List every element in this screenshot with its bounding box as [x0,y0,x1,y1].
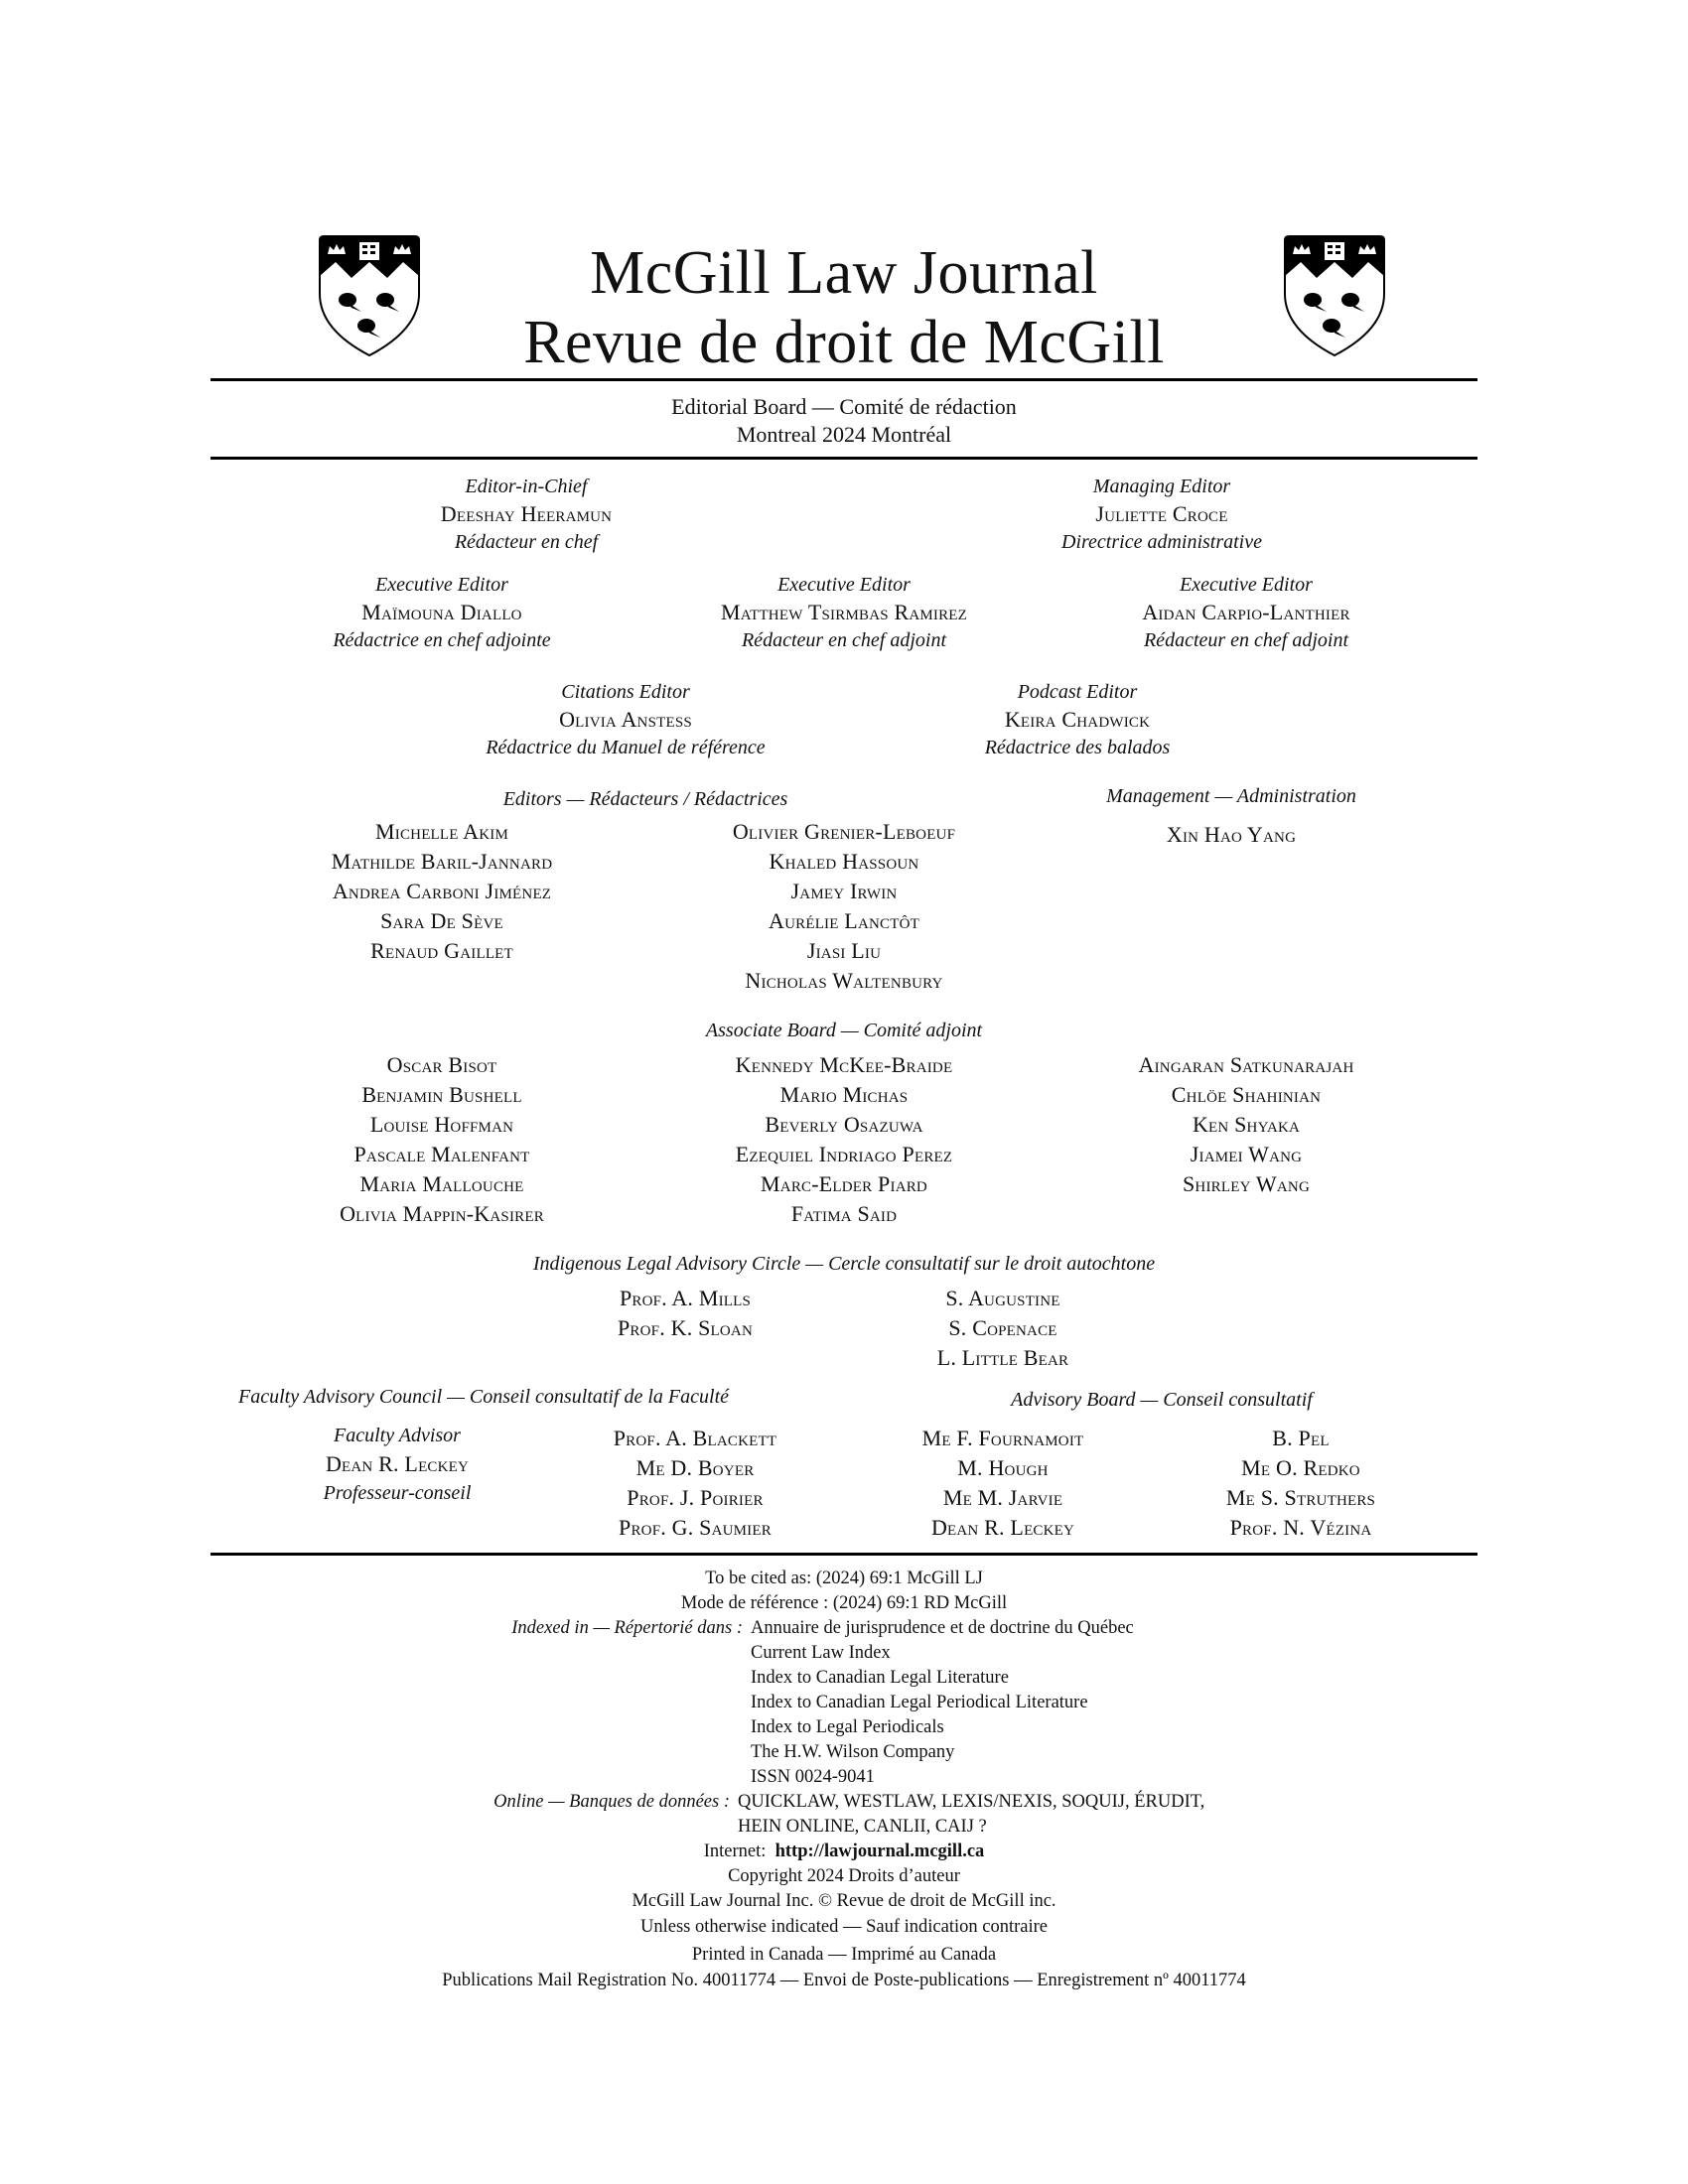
board-subtitle: Editorial Board — Comité de rédaction [671,394,1017,419]
circle-member-name: Prof. A. Mills [619,1286,752,1310]
role-label: Executive Editor [1180,574,1313,596]
role-label-fr: Rédacteur en chef [454,531,599,553]
index-entry: Index to Canadian Legal Periodical Literature [751,1693,1088,1712]
associate-column-1 [268,1050,616,1229]
associate-name: Benjamin Bushell [361,1082,522,1107]
editor-name: Jiasi Liu [806,938,882,963]
role-label: Executive Editor [375,574,508,596]
associate-name: Kennedy McKee-Braide [735,1052,953,1077]
advisory-member-name: Dean R. Leckey [930,1515,1075,1540]
role-label: Podcast Editor [1017,681,1138,703]
indigenous-column-1 [556,1284,814,1343]
printed-in-line: Printed in Canada — Imprimé au Canada [691,1945,997,1965]
associate-name: Mario Michas [779,1082,909,1107]
circle-member-name: Prof. K. Sloan [618,1315,753,1340]
role-label: Managing Editor [1092,476,1231,497]
indigenous-circle-heading: Indigenous Legal Advisory Circle — Cercle consultatif sur le droit autochtone [532,1253,1156,1275]
editors-column-2 [670,817,1018,996]
managing-editor-block [963,473,1360,556]
database-entry: QUICKLAW, WESTLAW, LEXIS/NEXIS, SOQUIJ, ÉRUDIT, [738,1792,1205,1812]
journal-title-en: McGill Law Journal [590,239,1098,307]
internet-label: Internet: [703,1842,767,1861]
faculty-council-members [566,1424,824,1543]
subtitle-divider [211,457,1477,460]
management-name: Xin Hao Yang [1166,822,1297,847]
associate-name: Chlöe Shahinian [1171,1082,1322,1107]
circle-member-name: S. Copenace [948,1315,1057,1340]
editor-in-chief-block [328,473,725,556]
advisory-member-name: Me S. Struthers [1225,1485,1376,1510]
index-entry: Current Law Index [751,1643,891,1663]
faculty-council-heading: Faculty Advisory Council — Conseil consultatif de la Faculté [238,1386,730,1408]
location-year: Montreal 2024 Montréal [736,422,952,447]
index-entry: Annuaire de jurisprudence et de doctrine du Québec [751,1618,1134,1638]
council-member-name: Prof. A. Blackett [613,1426,777,1450]
faculty-advisor-block [268,1422,526,1507]
indexed-in-list [751,1616,1134,1790]
indigenous-column-2 [874,1284,1132,1373]
online-label: Online — Banques de données : [493,1792,730,1812]
role-label-fr: Rédactrice du Manuel de référence [486,737,766,758]
role-label-fr: Rédactrice en chef adjointe [333,629,551,651]
editors-heading: Editors — Rédacteurs / Rédactrices [502,788,788,810]
person-name: Deeshay Heeramun [440,501,613,526]
citation-en: To be cited as: (2024) 69:1 McGill LJ [705,1569,983,1588]
editor-name: Khaled Hassoun [769,849,919,874]
editor-name: Aurélie Lanctôt [769,908,919,933]
associate-name: Oscar Bisot [386,1052,497,1077]
podcast-editor-block [879,678,1276,761]
editor-name: Nicholas Waltenbury [745,968,943,993]
registration-line: Publications Mail Registration No. 40011774 — Envoi de Poste-publications — Enregistrement nº 40011774 [442,1971,1246,1990]
person-name: Maïmouna Diallo [361,600,522,624]
associate-name: Ezequiel Indriago Perez [735,1142,953,1166]
advisory-board-heading: Advisory Board — Conseil consultatif [1011,1389,1313,1411]
copyright-line: Copyright 2024 Droits d’auteur [728,1866,960,1886]
index-entry: Index to Legal Periodicals [751,1717,944,1737]
owner-line: McGill Law Journal Inc. © Revue de droit de McGill inc. [632,1891,1056,1911]
indexed-in-label: Indexed in — Répertorié dans : [511,1618,743,1638]
associate-name: Aingaran Satkunarajah [1138,1052,1354,1077]
editor-name: Mathilde Baril-Jannard [331,849,553,874]
editor-name: Michelle Akim [375,819,508,844]
executive-editor-block [243,571,640,654]
editor-name: Andrea Carboni Jiménez [332,879,552,903]
editor-name: Jamey Irwin [790,879,898,903]
internet-line [211,1840,1477,1864]
citations-editor-block [417,678,834,761]
council-member-name: Prof. G. Saumier [619,1515,772,1540]
executive-editor-block [1048,571,1445,654]
editors-column-1 [268,817,616,966]
role-label-fr: Rédacteur en chef adjoint [741,629,947,651]
editor-name: Sara De Sève [380,908,503,933]
index-entry: The H.W. Wilson Company [751,1742,955,1762]
index-entry: Index to Canadian Legal Literature [751,1668,1009,1688]
management-heading: Management — Administration [1106,785,1356,807]
advisory-member-name: Prof. N. Vézina [1229,1515,1372,1540]
advisory-member-name: B. Pel [1272,1426,1330,1450]
council-member-name: Prof. J. Poirier [627,1485,764,1510]
website-link[interactable]: http://lawjournal.mcgill.ca [774,1842,985,1861]
role-label-fr: Rédacteur en chef adjoint [1143,629,1349,651]
associate-name: Jiamei Wang [1190,1142,1303,1166]
associate-name: Louise Hoffman [369,1112,514,1137]
associate-name: Ken Shyaka [1192,1112,1301,1137]
advisory-member-name: Me F. Fournamoit [921,1426,1084,1450]
person-name: Olivia Anstess [559,707,692,732]
associate-name: Maria Mallouche [359,1171,524,1196]
advisory-member-name: Me O. Redko [1241,1455,1360,1480]
associate-name: Shirley Wang [1183,1171,1310,1196]
advisory-board-column-2 [1162,1424,1440,1543]
circle-member-name: L. Little Bear [936,1345,1069,1370]
editor-name: Olivier Grenier-Leboeuf [732,819,956,844]
unless-indicated-line: Unless otherwise indicated — Sauf indication contraire [640,1917,1048,1937]
role-label: Executive Editor [777,574,911,596]
role-label-fr: Professeur-conseil [323,1482,472,1504]
person-name: Juliette Croce [1095,501,1228,526]
associate-name: Beverly Osazuwa [765,1112,923,1137]
advisory-board-column-1 [854,1424,1152,1543]
executive-editor-block [645,571,1043,654]
role-label-fr: Directrice administrative [1061,531,1262,553]
index-entry: ISSN 0024-9041 [751,1767,875,1787]
circle-member-name: S. Augustine [945,1286,1060,1310]
journal-title-fr: Revue de droit de McGill [523,309,1165,376]
advisory-member-name: Me M. Jarvie [942,1485,1063,1510]
mcgill-crest-icon-right [1281,234,1388,357]
associate-board-heading: Associate Board — Comité adjoint [705,1020,983,1041]
editor-name: Renaud Gaillet [370,938,513,963]
citation-fr: Mode de référence : (2024) 69:1 RD McGill [680,1593,1008,1613]
associate-name: Marc-Elder Piard [761,1171,927,1196]
person-name: Matthew Tsirmbas Ramirez [720,600,968,624]
associate-name: Fatima Said [790,1201,898,1226]
person-name: Aidan Carpio-Lanthier [1142,600,1350,624]
online-databases-list [738,1790,1204,1840]
associate-name: Pascale Malenfant [353,1142,530,1166]
role-label: Faculty Advisor [334,1425,461,1446]
associate-column-2 [670,1050,1018,1229]
header-divider [211,378,1477,381]
associate-column-3 [1072,1050,1420,1199]
role-label-fr: Rédactrice des balados [984,737,1171,758]
person-name: Dean R. Leckey [325,1451,470,1476]
footer-divider [211,1553,1477,1556]
council-member-name: Me D. Boyer [635,1455,755,1480]
person-name: Keira Chadwick [1004,707,1151,732]
role-label: Citations Editor [561,681,690,703]
management-column [1072,820,1390,850]
associate-name: Olivia Mappin-Kasirer [340,1201,544,1226]
advisory-member-name: M. Hough [957,1455,1049,1480]
database-entry: HEIN ONLINE, CANLII, CAIJ ? [738,1817,987,1837]
role-label: Editor-in-Chief [465,476,588,497]
